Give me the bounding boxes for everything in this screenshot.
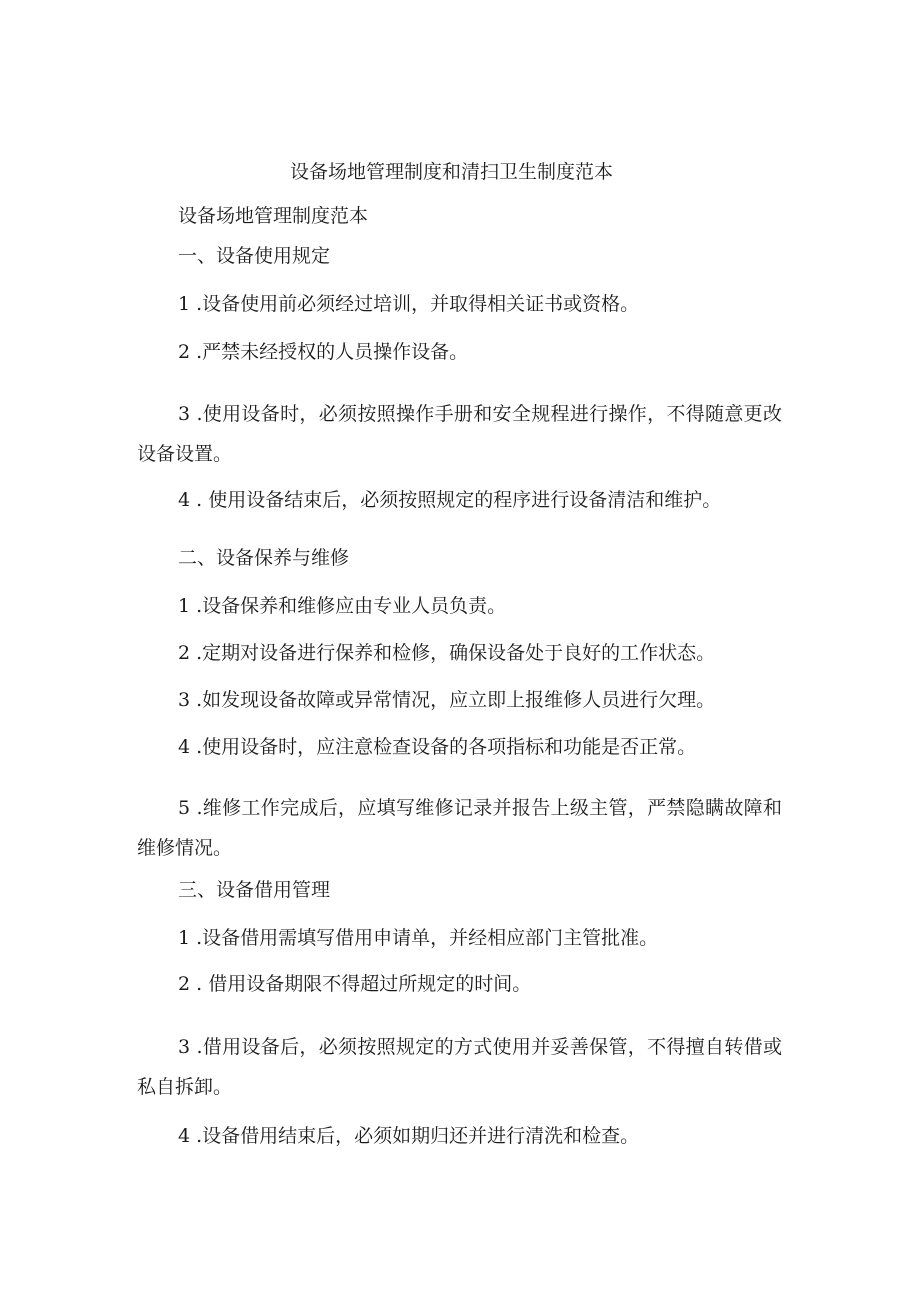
document-title: 设备场地管理制度和清扫卫生制度范本 xyxy=(290,161,614,183)
list-item: 2 .严禁未经授权的人员操作设备。 xyxy=(178,341,469,363)
section-heading: 一、设备使用规定 xyxy=(178,245,331,267)
document-subtitle: 设备场地管理制度范本 xyxy=(178,205,369,227)
list-item: 2 . 借用设备期限不得超过所规定的时间。 xyxy=(178,973,532,995)
list-item: 3 .如发现设备故障或异常情况，应立即上报维修人员进行欠理。 xyxy=(178,689,716,711)
list-item: 2 .定期对设备进行保养和检修，确保设备处于良好的工作状态。 xyxy=(178,642,716,664)
section-heading: 二、设备保养与维修 xyxy=(178,547,350,569)
list-item: 4 . 使用设备结束后，必须按照规定的程序进行设备清洁和维护。 xyxy=(178,489,722,511)
list-item: 3 .使用设备时，必须按照操作手册和安全规程进行操作，不得随意更改设备设置。 xyxy=(137,403,782,465)
list-item: 4 .设备借用结束后，必须如期归还并进行清洗和检查。 xyxy=(178,1125,640,1147)
list-item: 1 .设备使用前必须经过培训，并取得相关证书或资格。 xyxy=(178,293,640,315)
list-item: 4 .使用设备时，应注意检查设备的各项指标和功能是否正常。 xyxy=(178,736,697,758)
list-item: 1 .设备借用需填写借用申请单，并经相应部门主管批准。 xyxy=(178,927,659,949)
list-item: 1 .设备保养和维修应由专业人员负责。 xyxy=(178,595,507,617)
section-heading: 三、设备借用管理 xyxy=(178,879,331,901)
list-item: 3 .借用设备后，必须按照规定的方式使用并妥善保管，不得擅自转借或私自拆卸。 xyxy=(137,1036,782,1098)
list-item: 5 .维修工作完成后，应填写维修记录并报告上级主管，严禁隐瞒故障和维修情况。 xyxy=(137,797,782,859)
